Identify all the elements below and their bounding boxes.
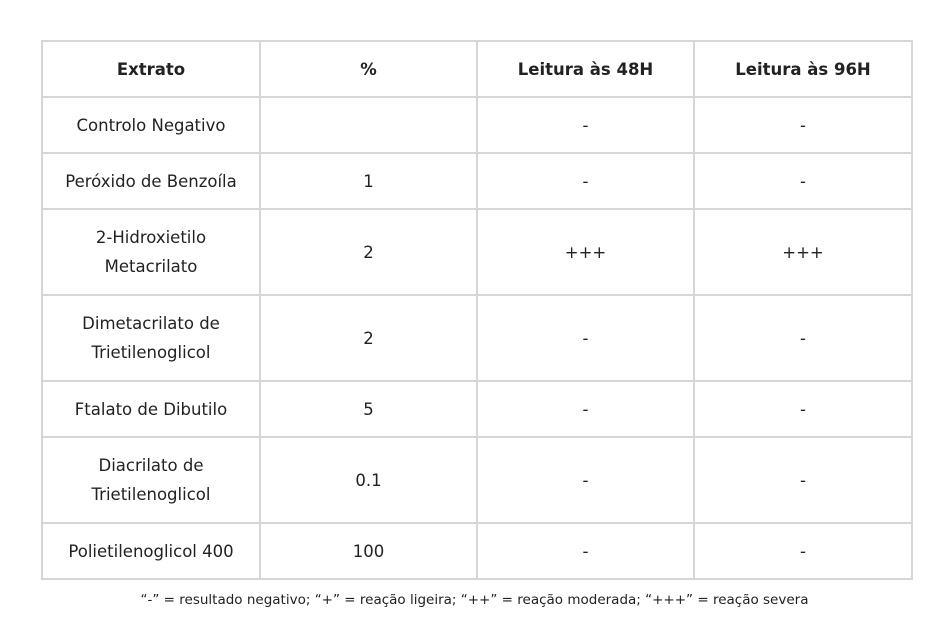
cell-extract — [42, 295, 260, 381]
header-reading-48h: Leitura às 48H — [477, 41, 694, 97]
table-body — [42, 97, 912, 579]
cell-reading-96h: - — [694, 97, 912, 153]
cell-percent: 1 — [260, 153, 477, 209]
cell-reading-48h: - — [477, 97, 694, 153]
header-row — [42, 41, 912, 97]
cell-reading-96h: - — [694, 295, 912, 381]
cell-extract-line-1: 2-Hidroxietilo — [95, 228, 207, 247]
cell-extract — [42, 209, 260, 295]
table-row — [42, 209, 912, 295]
cell-extract-line-2: Trietilenoglicol — [91, 485, 211, 504]
cell-extract: Controlo Negativo — [42, 97, 260, 153]
table-row — [42, 153, 912, 209]
table-row — [42, 523, 912, 579]
header-percent: % — [260, 41, 477, 97]
cell-percent: 2 — [260, 209, 477, 295]
cell-extract: Polietilenoglicol 400 — [42, 523, 260, 579]
cell-reading-48h: - — [477, 381, 694, 437]
table-row — [42, 381, 912, 437]
header-reading-96h: Leitura às 96H — [694, 41, 912, 97]
cell-percent: 2 — [260, 295, 477, 381]
cell-percent: 5 — [260, 381, 477, 437]
cell-reading-96h: - — [694, 523, 912, 579]
cell-reading-48h: - — [477, 295, 694, 381]
cell-extract-line-2: Metacrilato — [104, 257, 198, 276]
cell-reading-96h: - — [694, 437, 912, 523]
table-header — [42, 41, 912, 97]
results-table — [41, 40, 913, 580]
cell-extract — [42, 437, 260, 523]
cell-extract-line-2: Trietilenoglicol — [91, 343, 211, 362]
table-row — [42, 97, 912, 153]
cell-reading-48h: - — [477, 153, 694, 209]
cell-percent: 0.1 — [260, 437, 477, 523]
cell-percent: 100 — [260, 523, 477, 579]
cell-reading-96h: - — [694, 381, 912, 437]
header-extract: Extrato — [42, 41, 260, 97]
cell-reading-48h: +++ — [477, 209, 694, 295]
cell-percent — [260, 97, 477, 153]
cell-extract: Peróxido de Benzoíla — [42, 153, 260, 209]
cell-extract-line-1: Dimetacrilato de — [82, 314, 220, 333]
cell-extract: Ftalato de Dibutilo — [42, 381, 260, 437]
table-row — [42, 437, 912, 523]
cell-reading-96h: +++ — [694, 209, 912, 295]
cell-reading-48h: - — [477, 523, 694, 579]
cell-reading-96h: - — [694, 153, 912, 209]
cell-reading-48h: - — [477, 437, 694, 523]
legend-footnote: “-” = resultado negativo; “+” = reação ligeira; “++” = reação moderada; “+++” = reação severa — [140, 592, 809, 608]
cell-extract-line-1: Diacrilato de — [98, 456, 204, 475]
table-row — [42, 295, 912, 381]
